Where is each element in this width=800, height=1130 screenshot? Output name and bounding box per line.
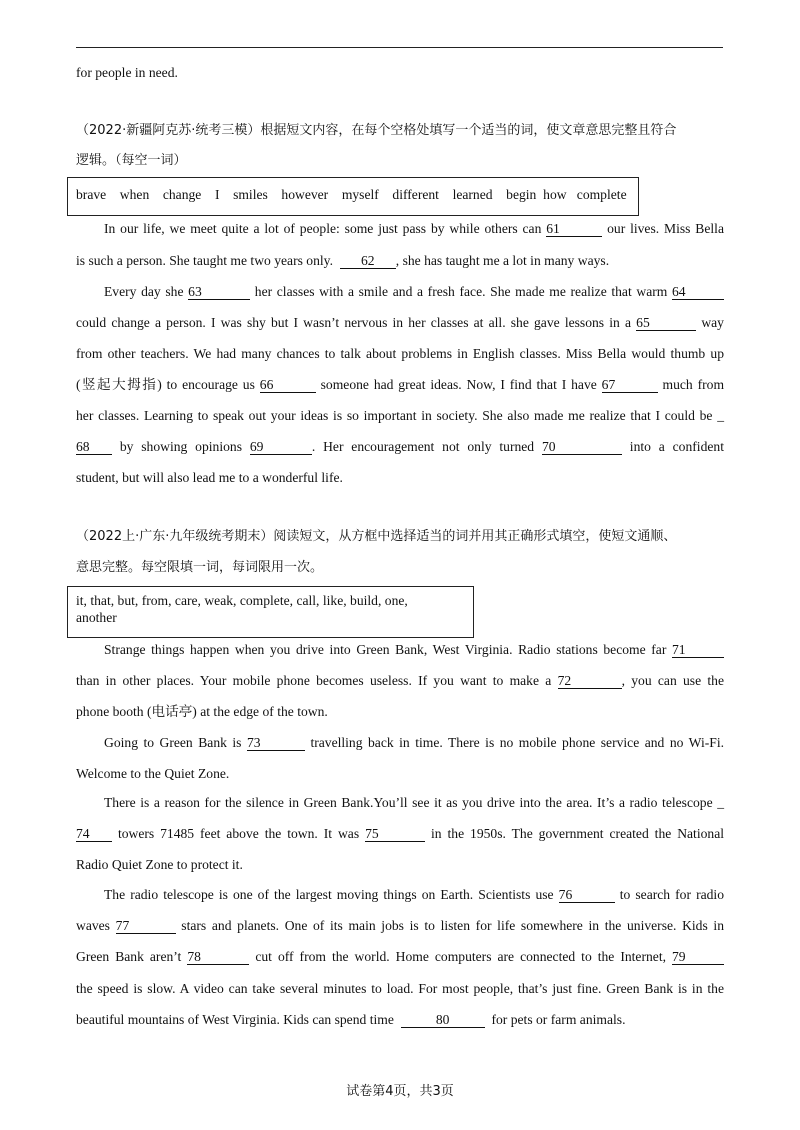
section2-instruction-line1: （2022上·广东·九年级统考期末）阅读短文，从方框中选择适当的词并用其正确形式填空，使短文通顺、 (76, 529, 677, 544)
section2-word-bank-line1: it, that, but, from, care, weak, complete, call, like, build, one, (76, 593, 408, 608)
passage2-line: There is a reason for the silence in Green Bank.You’ll see it as you drive into the area. It’s a radio telescope _ (104, 795, 724, 810)
answer-blank-67[interactable]: 67 (602, 377, 658, 393)
passage1-line: student, but will also lead me to a wonderful life. (76, 470, 343, 485)
answer-blank-66[interactable]: 66 (260, 377, 316, 393)
word-bank-item: smiles (233, 187, 268, 202)
answer-blank-73[interactable]: 73 (247, 735, 305, 751)
answer-blank-72[interactable]: 72 (558, 673, 622, 689)
word-bank-item: learned (452, 187, 493, 202)
answer-blank-80[interactable]: 80 (401, 1012, 485, 1028)
word-bank-item: begin (506, 187, 537, 202)
passage2-line: Green Bank aren’t 78 cut off from the world. Home computers are connected to the Internet, 79 (76, 948, 724, 966)
passage2-line: Radio Quiet Zone to protect it. (76, 857, 243, 872)
answer-blank-77[interactable]: 77 (116, 918, 176, 934)
word-bank-item: however (281, 187, 329, 202)
passage2-line: The radio telescope is one of the largest moving things on Earth. Scientists use 76 to search for radio (104, 887, 725, 902)
answer-blank-78[interactable]: 78 (187, 949, 249, 965)
passage1-line: her classes. Learning to speak out your ideas is so important in society. She also made me realize that I could be _ (76, 408, 724, 423)
section1-instruction-line1: （2022·新疆阿克苏·统考三模）根据短文内容，在每个空格处填写一个适当的词，使文章意思完整且符合 (76, 123, 677, 138)
passage2-line: Welcome to the Quiet Zone. (76, 766, 230, 781)
answer-blank-65[interactable]: 65 (636, 315, 696, 331)
passage2-line: 74 towers 71485 feet above the town. It was 75 in the 1950s. The government created the National (76, 826, 725, 841)
word-bank-item: how (543, 187, 567, 202)
answer-blank-76[interactable]: 76 (559, 887, 615, 903)
opening-line: for people in need. (76, 65, 178, 80)
answer-blank-70[interactable]: 70 (542, 439, 622, 455)
top-divider (76, 47, 723, 48)
answer-blank-63[interactable]: 63 (188, 284, 250, 300)
answer-blank-69[interactable]: 69 (250, 439, 312, 455)
word-bank-item: when (119, 187, 150, 202)
word-bank-item: I (214, 187, 220, 202)
passage1-line: could change a person. I was shy but I wasn’t nervous in her classes at all. she gave lessons in a 65 way (76, 315, 724, 330)
answer-blank-68[interactable]: 68 (76, 439, 112, 455)
section1-word-bank-words (76, 187, 627, 203)
word-bank-item: myself (341, 187, 379, 202)
page-footer: 试卷第4页，共3页 (346, 1084, 454, 1099)
passage1-line: Every day she 63 her classes with a smile and a fresh face. She made me realize that warm 64 (104, 283, 724, 301)
answer-blank-61[interactable]: 61 (546, 221, 602, 237)
word-bank-item: change (162, 187, 202, 202)
passage2-line: beautiful mountains of West Virginia. Kids can spend time 80 for pets or farm animals. (76, 1012, 626, 1027)
passage1-line: (竖起大拇指) to encourage us 66 someone had great ideas. Now, I find that I have 67 much from (76, 377, 725, 392)
passage1-line: from other teachers. We had many chances to talk about problems in English classes. Miss Bella would thumb up (76, 346, 724, 361)
answer-blank-62[interactable]: 62 (340, 253, 396, 269)
word-bank-item: brave (76, 187, 107, 202)
answer-blank-64[interactable]: 64 (672, 284, 724, 300)
passage2-line: Going to Green Bank is 73 travelling back in time. There is no mobile phone service and no Wi-Fi. (104, 735, 724, 750)
section2-word-bank (67, 586, 474, 638)
passage2-line: the speed is slow. A video can take several minutes to load. For most people, that’s just fine. Green Bank is in the (76, 981, 724, 996)
passage2-line: waves 77 stars and planets. One of its main jobs is to listen for life somewhere in the universe. Kids in (76, 918, 724, 933)
answer-blank-75[interactable]: 75 (365, 826, 425, 842)
section2-word-bank-line2: another (76, 610, 117, 625)
section2-instruction-line2: 意思完整。每空限填一词，每词限用一次。 (76, 560, 324, 575)
word-bank-item: different (392, 187, 439, 202)
passage1-line: is such a person. She taught me two years only. 62 , she has taught me a lot in many ways. (76, 253, 610, 268)
section1-instruction-line2: 逻辑。（每空一词） (76, 153, 187, 168)
passage1-line: 68 by showing opinions 69 . Her encouragement not only turned 70 into a confident (76, 439, 724, 454)
section1-word-bank (67, 177, 639, 216)
answer-blank-71[interactable]: 71 (672, 642, 724, 658)
answer-blank-74[interactable]: 74 (76, 826, 112, 842)
passage2-line: phone booth (电话亭) at the edge of the town. (76, 704, 328, 719)
answer-blank-79[interactable]: 79 (672, 949, 724, 965)
word-bank-item: complete (576, 187, 627, 202)
passage2-line: than in other places. Your mobile phone becomes useless. If you want to make a 72 , you can use the (76, 673, 724, 688)
passage2-line: Strange things happen when you drive into Green Bank, West Virginia. Radio stations become far 71 (104, 641, 724, 659)
passage1-line: In our life, we meet quite a lot of people: some just pass by while others can 61 our lives. Miss Bella (104, 221, 724, 236)
